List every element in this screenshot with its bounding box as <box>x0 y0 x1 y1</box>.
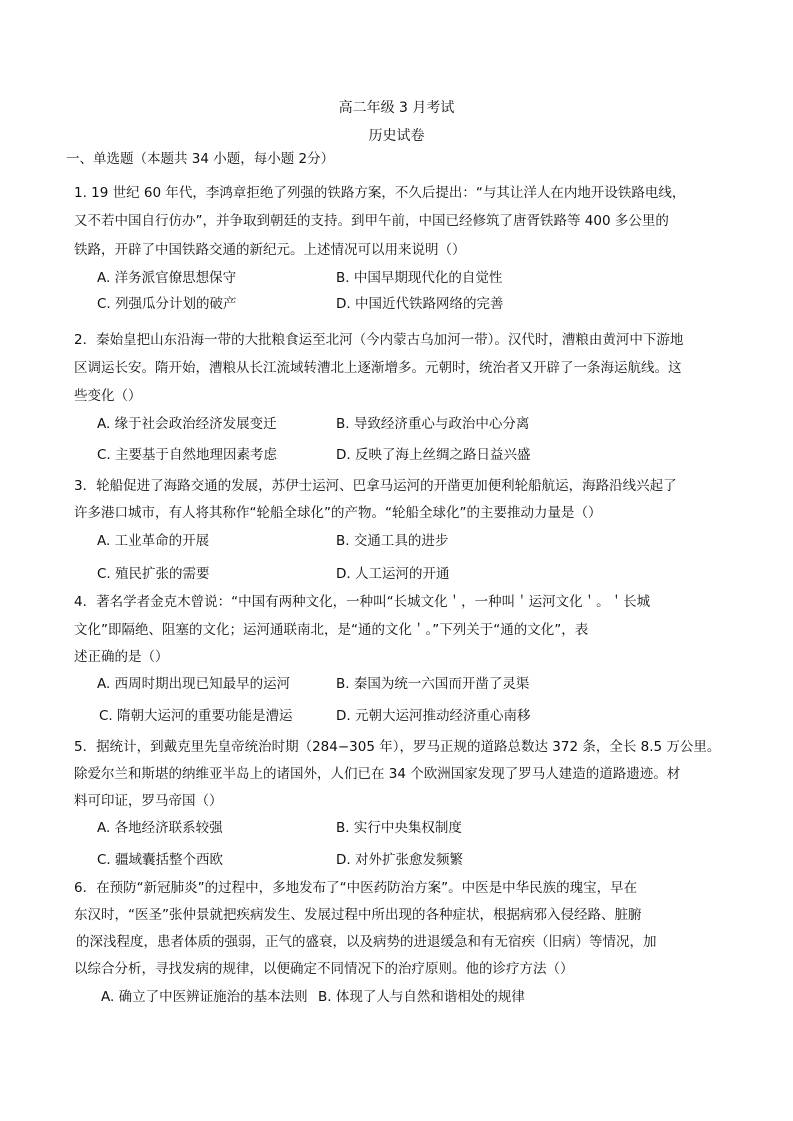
question-stem-line: 东汉时，“医圣”张仲景就把疾病发生、发展过程中所出现的各种症状，根据病邪入侵经路、脏腑 <box>74 907 642 923</box>
option-a: A. 确立了中医辨证施治的基本法则 <box>101 989 308 1005</box>
question-stem-line: 的深浅程度，患者体质的强弱，正气的盛衰，以及病势的进退缓急和有无宿疾（旧病）等情况，加 <box>76 934 657 950</box>
option-d: D. 人工运河的开通 <box>336 566 450 582</box>
exam-title: 高二年级 3 月考试 <box>338 100 455 116</box>
question-stem-line: 铁路，开辟了中国铁路交通的新纪元。上述情况可以用来说明（） <box>74 242 466 258</box>
option-b: B. 中国早期现代化的自觉性 <box>336 270 503 286</box>
option-b: B. 导致经济重心与政治中心分离 <box>336 416 530 432</box>
question-stem-line: 以综合分析，寻找发病的规律，以便确定不同情况下的治疗原则。他的诊疗方法（） <box>74 961 574 977</box>
question-stem-line: 6．在预防“新冠肺炎”的过程中，多地发布了“中医药防治方案”。中医是中华民族的瑰宝，早在 <box>74 880 638 896</box>
option-c: C. 隋朝大运河的重要功能是漕运 <box>99 708 293 724</box>
question-stem-line: 许多港口城市，有人将其称作“轮船全球化”的产物。“轮船全球化”的主要推动力量是（） <box>74 505 602 521</box>
question-stem-line: 2．秦始皇把山东沿海一带的大批粮食运至北河（今内蒙古乌加河一带）。汉代时，漕粮由黄河中下游地 <box>74 332 684 348</box>
question-stem-line: 1. 19 世纪 60 年代，李鸿章拒绝了列强的铁路方案，不久后提出：“与其让洋人在内地开设铁路电线， <box>74 185 686 201</box>
question-stem-line: 5．据统计，到戴克里先皇帝统治时期（284−305 年），罗马正规的道路总数达 372 条，全长 8.5 万公里。 <box>74 739 721 755</box>
question-stem-line: 除爱尔兰和斯堪的纳维亚半岛上的诸国外，人们已在 34 个欧洲国家发现了罗马人建造的道路遗迹。材 <box>74 766 681 782</box>
section-heading: 一、单选题（本题共 34 小题，每小题 2分） <box>66 151 335 167</box>
option-d: D. 中国近代铁路网络的完善 <box>336 296 504 312</box>
option-d: D. 对外扩张愈发频繁 <box>336 852 463 868</box>
option-d: D. 反映了海上丝绸之路日益兴盛 <box>336 447 531 463</box>
option-d: D. 元朝大运河推动经济重心南移 <box>336 708 531 724</box>
question-stem-line: 文化”即隔绝、阻塞的文化；运河通联南北，是“通的文化＇。”下列关于“通的文化”，表 <box>74 622 589 638</box>
option-b: B. 实行中央集权制度 <box>336 820 462 836</box>
option-a: A. 缘于社会政治经济发展变迁 <box>97 416 277 432</box>
option-c: C. 主要基于自然地理因素考虑 <box>97 447 278 463</box>
option-a: A. 各地经济联系较强 <box>97 820 223 836</box>
option-a: A. 洋务派官僚思想保守 <box>97 270 237 286</box>
question-stem-line: 料可印证，罗马帝国（） <box>74 793 223 809</box>
question-stem-line: 又不若中国自行仿办”，并争取到朝廷的支持。到甲午前，中国已经修筑了唐胥铁路等 400 多公里的 <box>74 213 669 229</box>
option-c: C. 殖民扩张的需要 <box>97 566 210 582</box>
option-b: B. 体现了人与自然和谐相处的规律 <box>318 989 525 1005</box>
option-c: C. 列强瓜分计划的破产 <box>97 296 237 312</box>
question-stem-line: 3．轮船促进了海路交通的发展，苏伊士运河、巴拿马运河的开凿更加便利轮船航运，海路沿线兴起了 <box>74 478 677 494</box>
exam-subtitle: 历史试卷 <box>368 128 425 144</box>
question-stem-line: 区调运长安。隋开始，漕粮从长江流域转漕北上逐渐增多。元朝时，统治者又开辟了一条海运航线。这 <box>74 360 682 376</box>
question-stem-line: 4．著名学者金克木曾说：“中国有两种文化，一种叫“长城文化＇，一种叫＇运河文化＇。＇长城 <box>74 594 651 610</box>
option-b: B. 秦国为统一六国而开凿了灵渠 <box>336 676 530 692</box>
option-c: C. 疆域囊括整个西欧 <box>97 852 224 868</box>
question-stem-line: 些变化（） <box>74 388 142 404</box>
option-b: B. 交通工具的进步 <box>336 533 449 549</box>
option-a: A. 工业革命的开展 <box>97 533 210 549</box>
option-a: A. 西周时期出现已知最早的运河 <box>97 676 291 692</box>
question-stem-line: 述正确的是（） <box>74 649 169 665</box>
